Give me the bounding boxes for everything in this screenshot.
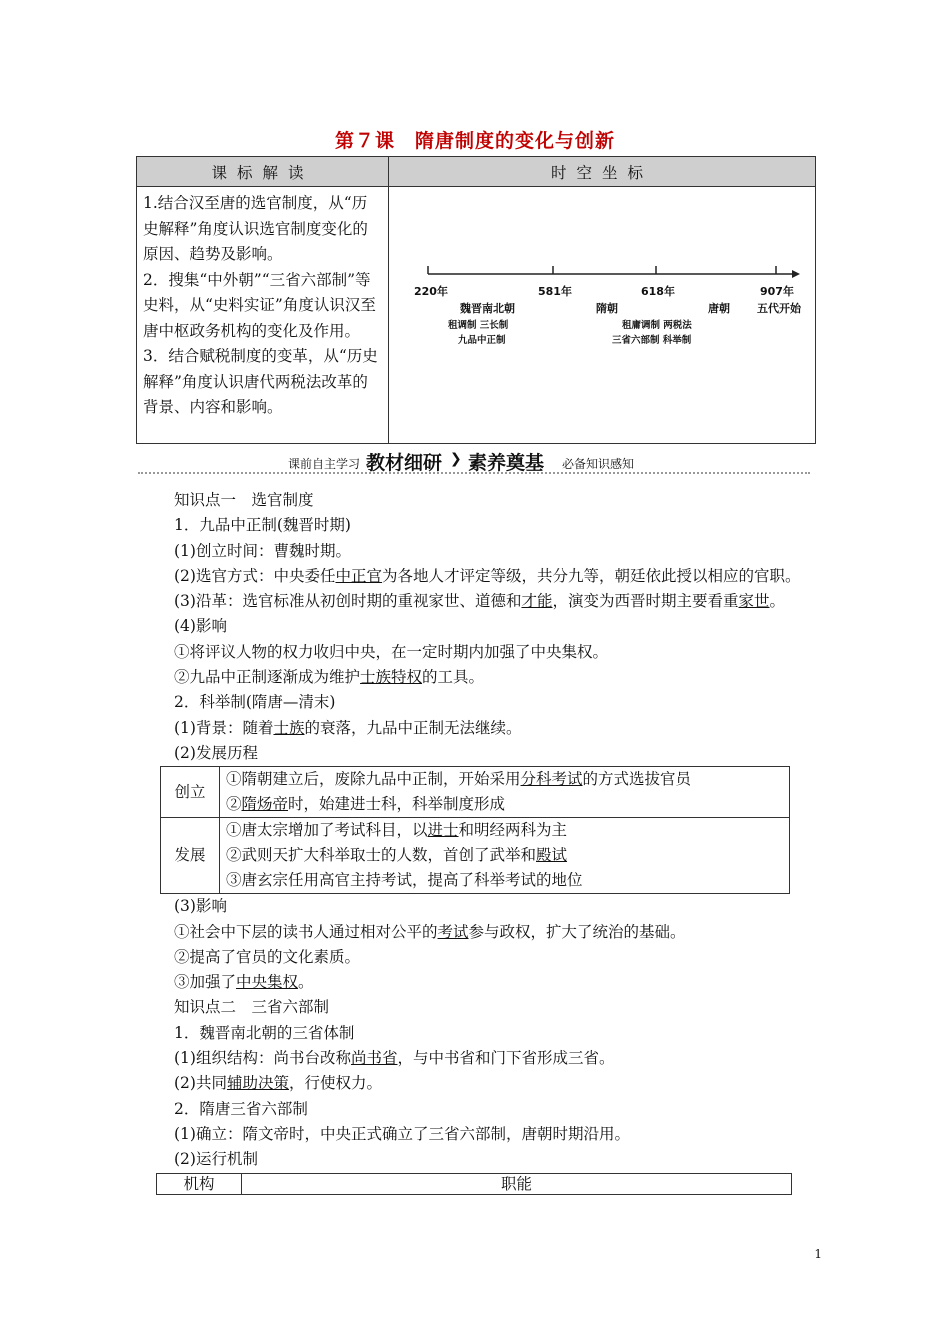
timeline-diagram — [390, 188, 814, 438]
k1-i1: ①社会中下层的读书人通过相对公平的考试参与政权，扩大了统治的基础。 — [174, 922, 686, 941]
k1-l4: (4)影响 — [174, 617, 227, 636]
k1-l3: (3)沿革：选官标准从初创时期的重视家世、道德和才能，演变为西晋时期主要看重家世。 — [174, 592, 786, 611]
k2-s2: 2．隋唐三省六部制 — [174, 1099, 308, 1118]
k2-l2: (2)共同辅助决策，行使权力。 — [174, 1074, 382, 1093]
page-number: 1 — [814, 1247, 822, 1261]
k1-s2: 2．科举制(隋唐—清末) — [174, 693, 336, 712]
keju-table — [160, 766, 790, 894]
k1-inf: (3)影响 — [174, 897, 227, 916]
era-wudai: 五代开始 — [757, 302, 801, 315]
label-fazhan: 发展 — [161, 818, 220, 894]
era-tang: 唐朝 — [708, 302, 730, 315]
row-4: ②武则天扩大科举取士的人数，首创了武举和殿试 — [220, 843, 790, 868]
page-title: 第７课 隋唐制度的变化与创新 — [334, 130, 615, 152]
era-weijin: 魏晋南北朝 — [460, 302, 515, 315]
k1-dev: (2)发展历程 — [174, 743, 258, 762]
era-sui: 隋朝 — [596, 302, 618, 315]
k1-i2: ②提高了官员的文化素质。 — [174, 947, 361, 966]
mechanism-table — [156, 1173, 792, 1195]
system-wj-2: 九品中正制 — [458, 335, 506, 346]
banner-main-2: 素养奠基 — [468, 452, 545, 474]
k1-i3: ③加强了中央集权。 — [174, 973, 314, 992]
system-tang-2: 三省六部制 科举制 — [612, 335, 692, 346]
k1-l1: (1)创立时间：曹魏时期。 — [174, 541, 351, 560]
timeline-header: 时空坐标 — [389, 157, 816, 187]
year-220: 220年 — [414, 285, 448, 298]
k2-l1: (1)组织结构：尚书台改称尚书省，与中书省和门下省形成三省。 — [174, 1049, 615, 1068]
year-581: 581年 — [538, 285, 572, 298]
intro-table — [136, 156, 816, 444]
k1-l5: ①将评议人物的权力收归中央，在一定时期内加强了中央集权。 — [174, 642, 609, 661]
k1-bg: (1)背景：随着士族的衰落，九品中正制无法继续。 — [174, 718, 522, 737]
standard-3: 3．结合赋税制度的变革，从“历史解释”角度认识唐代两税法改革的背景、内容和影响。 — [143, 347, 378, 416]
label-chuangli: 创立 — [161, 767, 220, 818]
standards-header: 课标解读 — [137, 157, 389, 187]
standards-cell — [137, 187, 389, 444]
banner-main: 教材细研 — [366, 452, 443, 474]
section-banner — [138, 446, 810, 476]
timeline-cell — [389, 187, 816, 444]
chevron-right-icon: ❯ — [450, 451, 462, 467]
k1-l2: (2)选官方式：中央委任中正官为各地人才评定等级，共分九等，朝廷依此授以相应的官职。 — [174, 566, 801, 585]
standard-2: 2．搜集“中外朝”“三省六部制”等史料，从“史料实证”角度认识汉至唐中枢政务机构的变化及作用。 — [143, 270, 376, 340]
k1-l6: ②九品中正制逐渐成为维护士族特权的工具。 — [174, 668, 485, 687]
year-907: 907年 — [760, 285, 794, 298]
content — [140, 488, 820, 1195]
k2-heading: 知识点二 三省六部制 — [174, 998, 330, 1017]
banner-left: 课前自主学习 — [288, 457, 361, 471]
row-5: ③唐玄宗任用高官主持考试，提高了科举考试的地位 — [220, 868, 790, 894]
year-618: 618年 — [641, 285, 675, 298]
col-zhineng: 职能 — [242, 1173, 792, 1194]
row-1: ①隋朝建立后，废除九品中正制，开始采用分科考试的方式选拔官员 — [220, 767, 790, 793]
row-2: ②隋炀帝时，始建进士科，科举制度形成 — [220, 792, 790, 818]
row-3: ①唐太宗增加了考试科目，以进士和明经两科为主 — [220, 818, 790, 844]
standard-1: 1.结合汉至唐的选官制度，从“历史解释”角度认识选官制度变化的原因、趋势及影响。 — [143, 194, 368, 263]
system-wj-1: 租调制 三长制 — [448, 320, 509, 331]
k2-l3: (1)确立：隋文帝时，中央正式确立了三省六部制，唐朝时期沿用。 — [174, 1124, 630, 1143]
k1-s1: 1．九品中正制(魏晋时期) — [174, 516, 351, 535]
col-jigou: 机构 — [157, 1173, 242, 1194]
timeline-arrow-icon — [792, 270, 800, 278]
k2-l4: (2)运行机制 — [174, 1150, 258, 1169]
banner-right: 必备知识感知 — [562, 457, 635, 471]
k1-heading: 知识点一 选官制度 — [174, 491, 314, 509]
system-tang-1: 租庸调制 两税法 — [622, 320, 692, 331]
k2-s1: 1．魏晋南北朝的三省体制 — [174, 1023, 355, 1042]
